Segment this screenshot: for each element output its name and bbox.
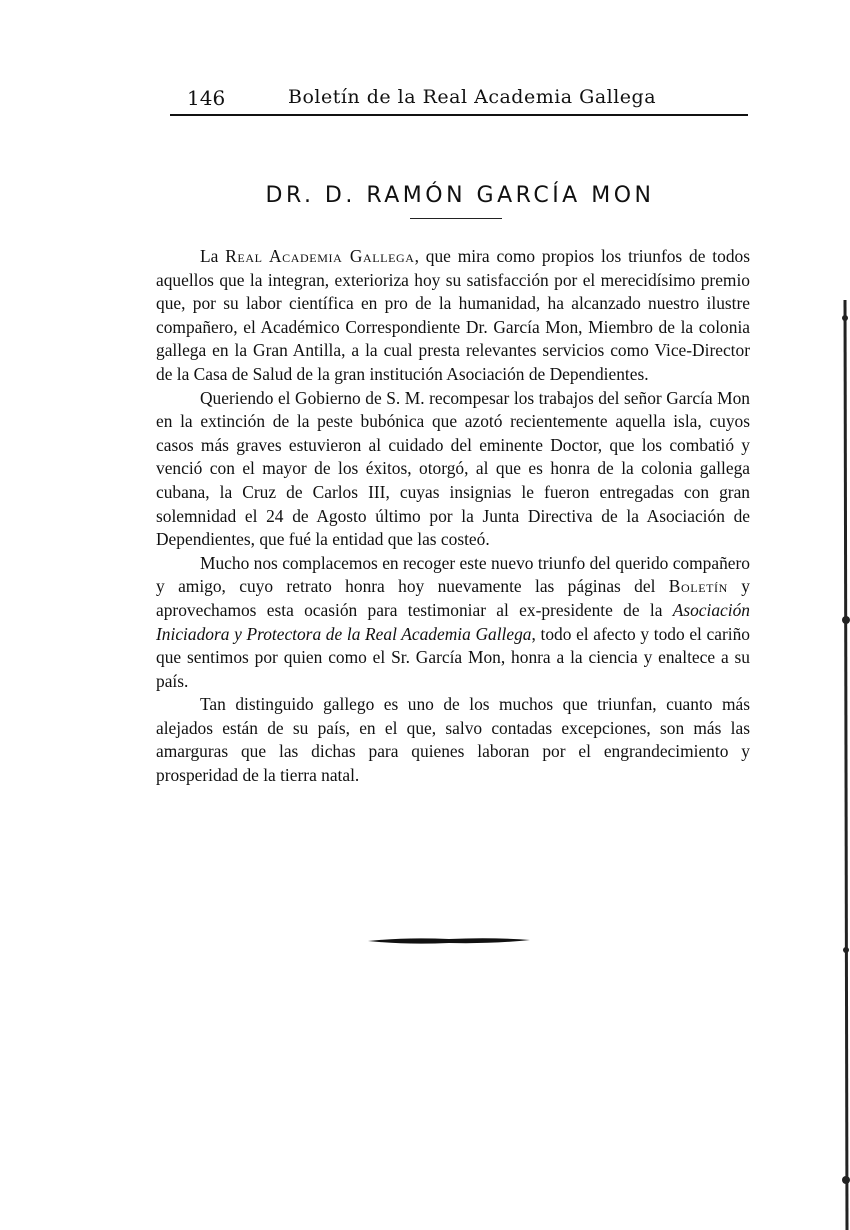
running-head: Boletín de la Real Academia Gallega [288,86,657,108]
academy-name: Real Academia Gallega [225,246,415,266]
p1-text-a: La [200,246,226,266]
page-number: 146 [187,86,226,110]
p3-text-c: , todo el afecto y todo el cariño que sentimos por quien como el Sr. García Mon, honra a la ciencia y enaltece a su país. [156,623,750,691]
p3-text-a: Mucho nos complacemos en recoger este nuevo triunfo del querido compañero y amigo, cuyo retrato honra hoy nuevamente las páginas del [156,552,750,597]
association-name: Asociación Iniciadora y Protectora de la Real Academia Gallega [156,599,750,644]
article-body [156,245,750,788]
header-rule [170,114,748,116]
article-title: DR. D. RAMÓN GARCÍA MON [265,182,655,208]
paragraph-3 [156,552,750,694]
p1-text-b: , que mira como propios los triunfos de todos aquellos que la integran, exterioriza hoy su satisfacción por el merecidísimo premio que, por su labor científica en pro de la humanidad, ha alcanzado nuestro ilustre compañero, el Académico Correspondiente Dr. García Mon, Miembro de la colonia gallega en la Gran Antilla, a la cual presta relevantes servicios como Vice-Director de la Casa de Salud de la gran institución Asociación de Dependientes. [156,246,750,384]
p3-text-b: y aprovechamos esta ocasión para testimoniar al ex-presidente de la [156,576,750,620]
paragraph-2: Queriendo el Gobierno de S. M. recompesar los trabajos del señor García Mon en la extinción de la peste bubónica que azotó recientemente aquella isla, cuyos casos más graves estuvieron al cuidado del eminente Doctor, que los combatió y venció con el mayor de los éxitos, otorgó, al que es honra de la colonia gallega cubana, la Cruz de Carlos III, cuyas insignias le fueron entregadas con gran solemnidad el 24 de Agosto último por la Junta Directiva de la Asociación de Dependientes, que fué la entidad que las costeó. [156,387,750,550]
end-ornament [366,934,532,948]
paragraph-1 [156,245,750,387]
title-rule [410,218,502,219]
page-edge-line [836,300,850,1230]
paragraph-4: Tan distinguido gallego es uno de los muchos que triunfan, cuanto más alejados están de su país, en el que, salvo contadas excepciones, son más las amarguras que las dichas para quienes laboran por el engrandecimiento y prosperidad de la tierra natal. [156,694,750,786]
boletin-name: Boletín [668,576,728,597]
